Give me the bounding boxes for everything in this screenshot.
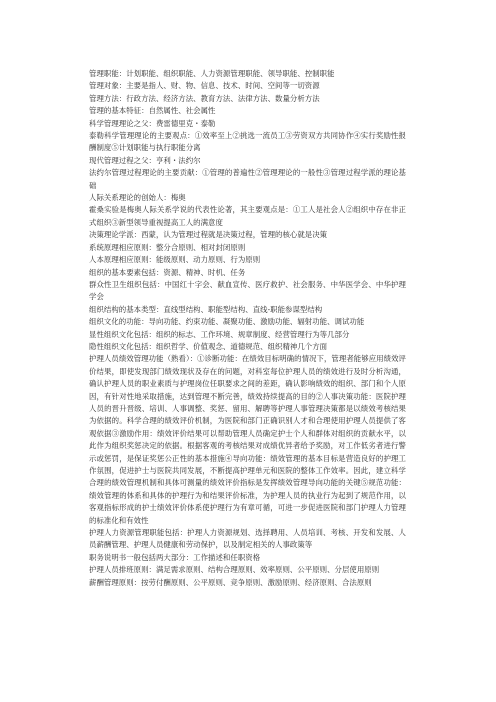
text-line: 人本原理相应原则：能级原则、动力原则、行为原则 bbox=[89, 255, 261, 265]
text-line: 人际关系理论的创始人：梅奥 bbox=[89, 193, 186, 203]
document-body bbox=[89, 68, 406, 589]
text-line: 护理人员排班原则：满足需求原则、结构合理原则、效率原则、公平原则、分层使用原则 bbox=[89, 565, 380, 575]
text-line: 管理的基本特征：自然属性、社会属性 bbox=[89, 106, 216, 116]
text-paragraph: 护理人力资源管理职能包括：护理人力资源规划、选择聘用、人员培训、考核、开发和发展、人员薪酬管理、护理人员健康和劳动保护，以及制定相关的人事政策等 bbox=[89, 528, 406, 550]
text-line: 显性组织文化包括：组织的标志、工作环境、规章制度、经营管理行为等几部分 bbox=[89, 329, 350, 339]
text-line: 系统原理相应原则：整分合原则、相对封闭原则 bbox=[89, 242, 246, 252]
text-line: 薪酬管理原则：按劳付酬原则、公平原则、竞争原则、激励原则、经济原则、合法原则 bbox=[89, 577, 372, 587]
text-paragraph: 霍桑实验是梅奥人际关系学说的代表性论著，其主要观点是：①工人是社会人②组织中存在非正式组织③新型领导重视提高工人的满意度 bbox=[89, 205, 406, 227]
text-line: 管理对象：主要是指人、财、物、信息、技术、时间、空间等一切资源 bbox=[89, 81, 320, 91]
text-paragraph: 泰勒科学管理理论的主要观点：①效率至上②挑选一流员工③劳资双方共同协作④实行奖励性报酬制度⑤计划职能与执行职能分离 bbox=[89, 131, 406, 153]
text-line: 组织文化的功能：导向功能、约束功能、凝聚功能、激励功能、辐射功能、调试功能 bbox=[89, 317, 365, 327]
text-line: 职务说明书一般包括两大部分：工作描述和任职资格 bbox=[89, 552, 261, 562]
text-line: 管理方法：行政方法、经济方法、教育方法、法律方法、数量分析方法 bbox=[89, 93, 320, 103]
text-line: 组织的基本要素包括：资源、精神、时机、任务 bbox=[89, 267, 246, 277]
text-line: 组织结构的基本类型：直线型结构、职能型结构、直线-职能参谋型结构 bbox=[89, 304, 323, 314]
text-line: 现代管理过程之父：亨利・法约尔 bbox=[89, 155, 201, 165]
text-line: 管理职能：计划职能、组织职能、人力资源管理职能、领导职能、控制职能 bbox=[89, 69, 335, 78]
text-paragraph: 群众性卫生组织包括：中国红十字会、献血宣传、医疗救护、社会服务、中华医学会、中华护理学会 bbox=[89, 279, 406, 302]
text-line: 决策理论学派：西蒙，认为管理过程就是决策过程，管理的核心就是决策 bbox=[89, 230, 328, 240]
text-line: 科学管理理论之父：费雷德里克・泰勒 bbox=[89, 118, 216, 128]
text-paragraph: 法约尔管理过程理论的主要贡献：①管理的普遍性②管理理论的一般性③管理过程学派的理论基础 bbox=[89, 168, 406, 190]
text-paragraph: 护理人员绩效管理功能（熟看）：①诊断功能：在绩效目标明确的情况下，管理者能够应用绩效评价结果，即使发现部门绩效现状及存在的问题，对科室每位护理人员的绩效进行及时分析沟通，确认护理人员的职业素质与护理岗位任职要求之间的差距，确认影响绩效的组织、部门和个人原因，有针对性地采取措施，达到管理不断完善，绩效持续提高的目的②人事决策功能：医院护理人员的晋升晋级、培训、人事调整、奖惩、留用、解聘等护理人事管理决策都是以绩效考核结果为依据的。科学合理的绩效评价机制，为医院和部门正确识别人才和合理使用护理人员提供了客观依据③激励作用：绩效评价结果可以帮助管理人员确定护士个人和群体对组织的贡献水平，以此作为组织奖惩决定的依据。根据客观的考核结果对成绩优异者给予奖励，对工作低劣者进行警示或惩罚，是保证奖惩公正性的基本措施④导向功能：绩效管理的基本目标是营造良好的护理工作氛围，促进护士与医院共同发展，不断提高护理单元和医院的整体工作效率。因此，建立科学合理的绩效管理机制和具体可测量的绩效评价指标是发挥绩效管理导向功能的关键⑤规范功能：绩效管理的体系和具体的护理行为和结果评价标准，为护理人员的执业行为起到了规范作用，以客观指标形成的护士绩效评价体系使护理行为有章可循，可进一步促进医院和部门护理人力管理的标准化和有效性 bbox=[89, 354, 406, 525]
text-line: 隐性组织文化包括：组织哲学、价值观念、道德规范、组织精神几个方面 bbox=[89, 341, 328, 351]
